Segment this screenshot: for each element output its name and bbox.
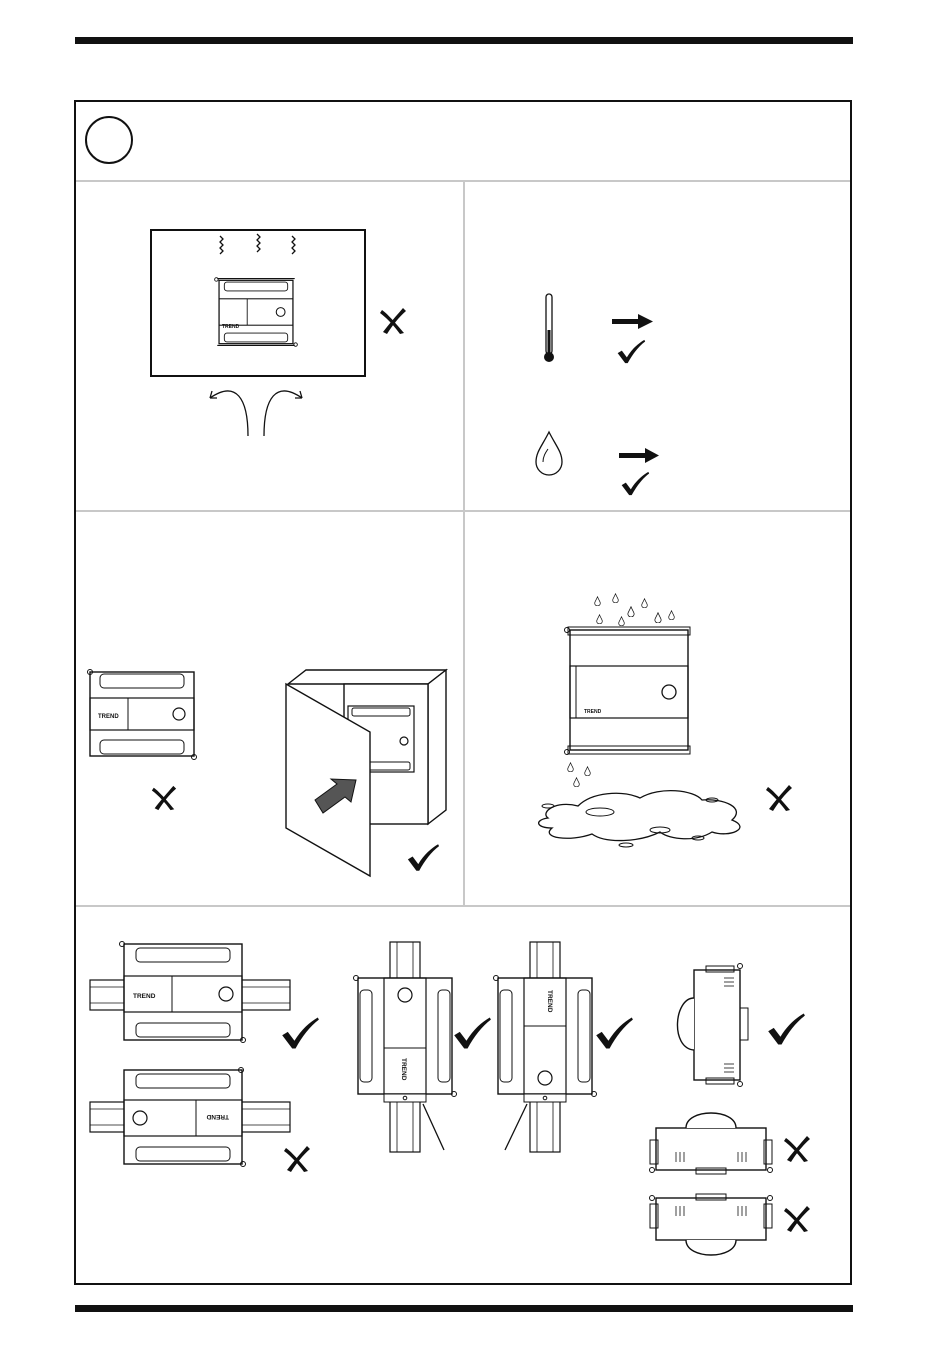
cross-icon bbox=[380, 308, 406, 334]
cross-icon bbox=[784, 1206, 810, 1232]
airflow-arrows bbox=[210, 391, 302, 436]
top-rule bbox=[75, 37, 853, 44]
arrow-right-icon bbox=[619, 448, 659, 463]
check-icon bbox=[618, 340, 646, 363]
cross-icon bbox=[284, 1146, 310, 1172]
panel-orientation bbox=[90, 942, 810, 1256]
panel-water bbox=[539, 594, 792, 847]
check-icon bbox=[282, 1017, 319, 1048]
controller-vertical-left bbox=[354, 976, 457, 1103]
cross-icon bbox=[784, 1136, 810, 1162]
brand-label: TREND bbox=[400, 1058, 407, 1081]
panel-ventilation bbox=[151, 230, 406, 436]
bottom-rule bbox=[75, 1305, 853, 1312]
arrow-right-icon bbox=[612, 314, 653, 329]
side-view-flat-2 bbox=[650, 1194, 773, 1255]
check-icon bbox=[454, 1017, 491, 1048]
rain-drops bbox=[595, 594, 675, 626]
check-icon bbox=[768, 1013, 805, 1044]
cabinet bbox=[286, 670, 446, 876]
side-view-upright bbox=[677, 964, 748, 1087]
water-drop-icon bbox=[536, 432, 562, 475]
step-circle bbox=[86, 117, 132, 163]
check-icon bbox=[596, 1017, 633, 1048]
controller-vertical-right bbox=[494, 976, 597, 1103]
panel-environment bbox=[536, 294, 659, 495]
check-icon bbox=[408, 844, 439, 870]
controller-unit bbox=[215, 278, 298, 347]
cross-icon bbox=[152, 786, 176, 810]
panel-enclosure bbox=[88, 670, 447, 877]
controller-horizontal-upright bbox=[120, 942, 246, 1043]
brand-label: TREND bbox=[584, 709, 602, 715]
check-icon bbox=[622, 472, 650, 495]
water-puddle bbox=[539, 791, 740, 847]
brand-label: TREND bbox=[546, 990, 553, 1013]
brand-label: TREND bbox=[222, 324, 240, 330]
leader-lines bbox=[423, 1104, 527, 1150]
brand-label: TREND bbox=[98, 714, 119, 720]
brand-label-mirrored: TREND bbox=[206, 1113, 229, 1120]
thermometer-icon bbox=[544, 294, 554, 362]
wet-controller-unit bbox=[565, 627, 691, 755]
brand-label: TREND bbox=[133, 993, 156, 1000]
side-view-flat-1 bbox=[650, 1113, 773, 1174]
dripping-drops bbox=[568, 763, 591, 787]
cross-icon bbox=[766, 785, 792, 811]
